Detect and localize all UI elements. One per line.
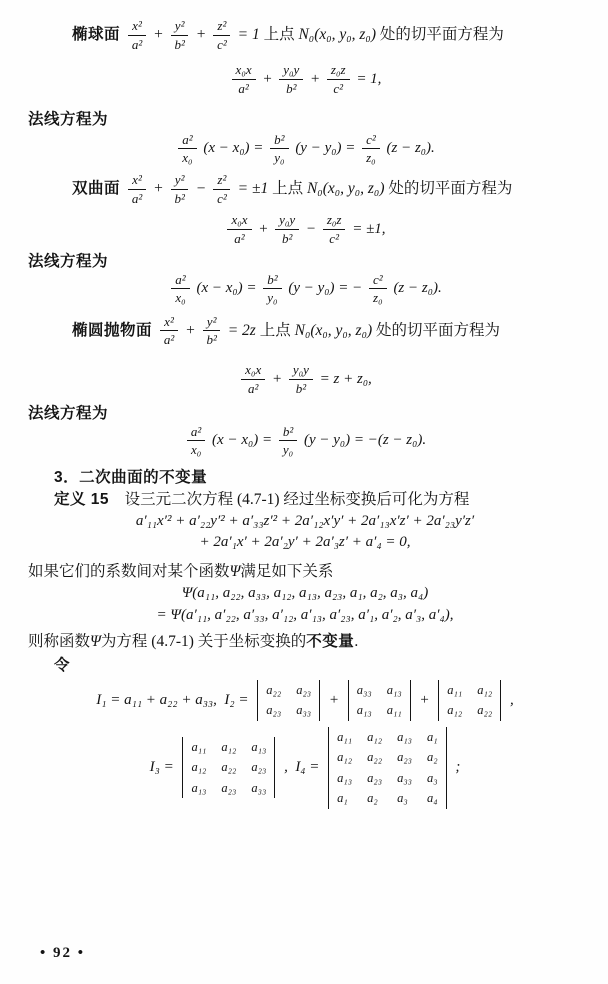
eq-ellipsoid-tangent-plane: $\frac{\text{x₀x}}{\text{a²}}$ + $\frac{\text{y₀y}}{\text{b²}}$ + $\frac{\text{z₀z}}{\text{c²}}$ = 1, (28, 62, 582, 96)
para-hyperboloid-tangent-intro: 双曲面 $\frac{\text{x²}}{\text{a²}}$ + $\frac{\text{y²}}{\text{b²}}$ − $\frac{\text{z²}}{\text{c²}}$ = ±1 上点 N₀(x₀, y₀, z₀) 处的切平面方程为 (72, 171, 513, 206)
heading-invariants: 3．二次曲面的不变量 (54, 468, 208, 486)
eq-hyperboloid-tangent-plane: $\frac{\text{x₀x}}{\text{a²}}$ + $\frac{\text{y₀y}}{\text{b²}}$ − $\frac{\text{z₀z}}{\text{c²}}$ = ±1, (28, 212, 582, 246)
eq-transformed-quadric-1: a′₁₁x′² + a′₂₂y′² + a′₃₃z′² + 2a′₁₂x′y′ + 2a′₁₃x′z′ + 2a′₂₃y′z′ (135, 512, 475, 529)
label-normal-line-1: 法线方程为 (28, 111, 109, 129)
label-normal-line-3: 法线方程为 (28, 405, 109, 423)
para-invariant-conclusion: 则称函数 Ψ 为方程 (4.7-1) 关于坐标变换的 不变量 . (28, 632, 359, 650)
eq-ellipsoid-normal-line: $\frac{\text{a²}}{\text{x₀}}$ (x − x₀) = $\frac{\text{b²}}{\text{y₀}}$ (y − y₀) = $\frac{\text{c²}}{\text{z₀}}$ (z − z₀). (28, 132, 582, 166)
eq-hyperboloid-normal-line: $\frac{\text{a²}}{\text{x₀}}$ (x − x₀) = $\frac{\text{b²}}{\text{y₀}}$ (y − y₀) = − $\frac{\text{c²}}{\text{z₀}}$ (z − z₀). (28, 272, 582, 306)
para-ellipsoid-tangent-intro: 椭球面 $\frac{\text{x²}}{\text{a²}}$ + $\frac{\text{y²}}{\text{b²}}$ + $\frac{\text{z²}}{\text{c²}}$ = 1 上点 N₀(x₀, y₀, z₀) 处的切平面方程为 (72, 18, 504, 52)
eq-transformed-quadric-2: + 2a′₁x′ + 2a′₂y′ + 2a′₃z′ + a′₄ = 0, (199, 534, 411, 551)
eq-invariants-i1-i2: I₁ = a₁₁ + a₂₂ + a₃₃, I₂ = a₂₂ a₂₃ a₂₃ a₃₃ + a₃₃ a₁₃ a₁₃ a₁₁ + a₁₁ a₁₂ a₁₂ a₂₂ , (28, 680, 582, 721)
label-let: 令 (54, 657, 71, 675)
eq-psi-invariance-1: Ψ(a₁₁, a₂₂, a₃₃, a₁₂, a₁₃, a₂₃, a₁, a₂, a₃, a₄) (181, 585, 429, 602)
eq-psi-invariance-2: = Ψ(a′₁₁, a′₂₂, a′₃₃, a′₁₂, a′₁₃, a′₂₃, a′₁, a′₂, a′₃, a′₄), (156, 607, 454, 624)
label-normal-line-2: 法线方程为 (28, 253, 109, 271)
eq-paraboloid-normal-line: $\frac{\text{a²}}{\text{x₀}}$ (x − x₀) = $\frac{\text{b²}}{\text{y₀}}$ (y − y₀) = −(z − z₀). (28, 424, 582, 458)
para-elliptic-paraboloid-tangent-intro: 椭圆抛物面 $\frac{\text{x²}}{\text{a²}}$ + $\frac{\text{y²}}{\text{b²}}$ = 2z 上点 N₀(x₀, y₀, z₀) 处的切平面方程为 (72, 313, 501, 348)
para-definition-15: 定义 15 设三元二次方程 (4.7-1) 经过坐标变换后可化为方程 (54, 491, 470, 509)
para-coefficients-condition: 如果它们的系数间对某个函数 Ψ 满足如下关系 (28, 563, 334, 581)
page-number: • 92 • (40, 945, 86, 961)
eq-invariants-i3-i4: I₃ = a₁₁ a₁₂ a₁₃ a₁₂ a₂₂ a₂₃ a₁₃ a₂₃ a₃₃ , I₄ = a₁₁ a₁₂ a₁₃ a₁ a₁₂ a₂₂ a₂₃ a₂ a₁₃ a₂₃ a₃₃ a₃ a₁ a₂ a₃ a₄ ; (28, 727, 582, 809)
eq-paraboloid-tangent-plane: $\frac{\text{x₀x}}{\text{a²}}$ + $\frac{\text{y₀y}}{\text{b²}}$ = z + z₀, (28, 362, 582, 396)
